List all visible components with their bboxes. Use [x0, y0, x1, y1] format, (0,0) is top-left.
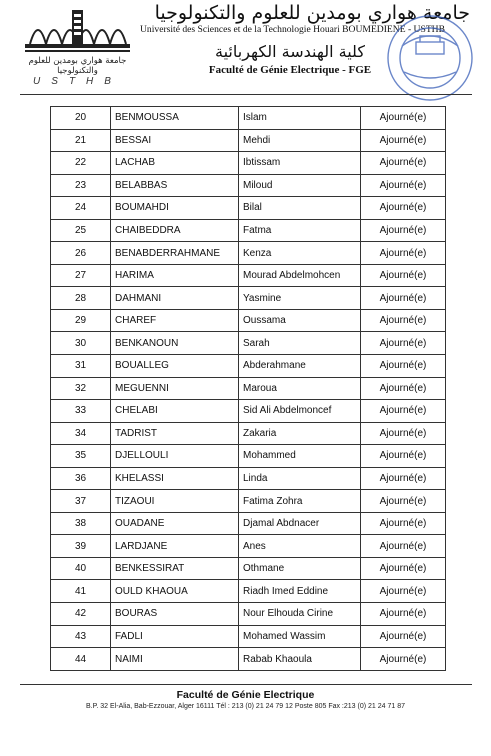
row-number-cell: 39	[51, 535, 111, 558]
first-name-cell: Sid Ali Abdelmoncef	[239, 400, 361, 423]
first-name-cell: Linda	[239, 467, 361, 490]
row-number-cell: 35	[51, 445, 111, 468]
row-number-cell: 44	[51, 648, 111, 671]
result-cell: Ajourné(e)	[361, 332, 446, 355]
result-cell: Ajourné(e)	[361, 355, 446, 378]
result-cell: Ajourné(e)	[361, 197, 446, 220]
first-name-cell: Miloud	[239, 174, 361, 197]
row-number-cell: 30	[51, 332, 111, 355]
table-row	[51, 355, 446, 378]
first-name-cell: Islam	[239, 107, 361, 130]
last-name-cell: BOUMAHDI	[111, 197, 239, 220]
row-number-cell: 24	[51, 197, 111, 220]
last-name-cell: OULD KHAOUA	[111, 580, 239, 603]
table-row	[51, 467, 446, 490]
row-number-cell: 25	[51, 219, 111, 242]
first-name-cell: Mohamed Wassim	[239, 625, 361, 648]
first-name-cell: Sarah	[239, 332, 361, 355]
last-name-cell: BESSAI	[111, 129, 239, 152]
row-number-cell: 38	[51, 512, 111, 535]
first-name-cell: Djamal Abdnacer	[239, 512, 361, 535]
last-name-cell: BOUALLEG	[111, 355, 239, 378]
university-name-arabic: جامعة هواري بومدين للعلوم والتكنولوجيا	[154, 2, 470, 24]
row-number-cell: 37	[51, 490, 111, 513]
table-row	[51, 490, 446, 513]
table-row	[51, 197, 446, 220]
document-header	[0, 0, 491, 100]
result-cell: Ajourné(e)	[361, 174, 446, 197]
last-name-cell: CHAREF	[111, 309, 239, 332]
table-row	[51, 648, 446, 671]
last-name-cell: LARDJANE	[111, 535, 239, 558]
result-cell: Ajourné(e)	[361, 377, 446, 400]
table-row	[51, 422, 446, 445]
last-name-cell: MEGUENNI	[111, 377, 239, 400]
last-name-cell: LACHAB	[111, 152, 239, 175]
footer-divider	[20, 684, 472, 685]
table-row	[51, 219, 446, 242]
result-cell: Ajourné(e)	[361, 580, 446, 603]
university-name-french: Université des Sciences et de la Technologie Houari BOUMEDIENE - USTHB	[140, 24, 446, 35]
last-name-cell: CHELABI	[111, 400, 239, 423]
result-cell: Ajourné(e)	[361, 309, 446, 332]
row-number-cell: 27	[51, 264, 111, 287]
last-name-cell: DAHMANI	[111, 287, 239, 310]
result-cell: Ajourné(e)	[361, 400, 446, 423]
last-name-cell: DJELLOULI	[111, 445, 239, 468]
footer-faculty-name: Faculté de Génie Electrique	[176, 689, 315, 701]
last-name-cell: KHELASSI	[111, 467, 239, 490]
row-number-cell: 22	[51, 152, 111, 175]
result-cell: Ajourné(e)	[361, 264, 446, 287]
last-name-cell: BENKESSIRAT	[111, 557, 239, 580]
result-cell: Ajourné(e)	[361, 512, 446, 535]
result-cell: Ajourné(e)	[361, 445, 446, 468]
table-row	[51, 242, 446, 265]
row-number-cell: 40	[51, 557, 111, 580]
table-row	[51, 557, 446, 580]
first-name-cell: Othmane	[239, 557, 361, 580]
table-row	[51, 625, 446, 648]
logo-acronym: USTHB	[33, 76, 122, 87]
table-row	[51, 107, 446, 130]
row-number-cell: 36	[51, 467, 111, 490]
last-name-cell: BENMOUSSA	[111, 107, 239, 130]
last-name-cell: CHAIBEDDRA	[111, 219, 239, 242]
table-row	[51, 580, 446, 603]
row-number-cell: 33	[51, 400, 111, 423]
result-cell: Ajourné(e)	[361, 557, 446, 580]
row-number-cell: 28	[51, 287, 111, 310]
first-name-cell: Yasmine	[239, 287, 361, 310]
first-name-cell: Anes	[239, 535, 361, 558]
table-row	[51, 512, 446, 535]
last-name-cell: BENABDERRAHMANE	[111, 242, 239, 265]
result-cell: Ajourné(e)	[361, 107, 446, 130]
result-cell: Ajourné(e)	[361, 535, 446, 558]
first-name-cell: Fatma	[239, 219, 361, 242]
result-cell: Ajourné(e)	[361, 467, 446, 490]
result-cell: Ajourné(e)	[361, 152, 446, 175]
result-cell: Ajourné(e)	[361, 625, 446, 648]
table-row	[51, 174, 446, 197]
row-number-cell: 32	[51, 377, 111, 400]
last-name-cell: BOURAS	[111, 603, 239, 626]
table-row	[51, 400, 446, 423]
first-name-cell: Rabab Khaoula	[239, 648, 361, 671]
results-table	[50, 106, 446, 671]
table-row	[51, 152, 446, 175]
result-cell: Ajourné(e)	[361, 242, 446, 265]
result-cell: Ajourné(e)	[361, 490, 446, 513]
first-name-cell: Nour Elhouda Cirine	[239, 603, 361, 626]
first-name-cell: Bilal	[239, 197, 361, 220]
last-name-cell: BENKANOUN	[111, 332, 239, 355]
table-row	[51, 535, 446, 558]
last-name-cell: TIZAOUI	[111, 490, 239, 513]
logo-arabic-text: جامعة هواري بومدين للعلوم والتكنولوجيا	[28, 56, 127, 76]
university-building-icon	[20, 6, 135, 56]
first-name-cell: Fatima Zohra	[239, 490, 361, 513]
last-name-cell: HARIMA	[111, 264, 239, 287]
table-row	[51, 264, 446, 287]
footer-address: B.P. 32 El-Alia, Bab-Ezzouar, Alger 16111 Tél : 213 (0) 21 24 79 12 Poste 805 Fax :213 (0) 21 24 71 87	[86, 703, 405, 710]
row-number-cell: 41	[51, 580, 111, 603]
table-row	[51, 445, 446, 468]
table-row	[51, 377, 446, 400]
first-name-cell: Mourad Abdelmohcen	[239, 264, 361, 287]
first-name-cell: Oussama	[239, 309, 361, 332]
table-row	[51, 129, 446, 152]
row-number-cell: 43	[51, 625, 111, 648]
result-cell: Ajourné(e)	[361, 422, 446, 445]
row-number-cell: 21	[51, 129, 111, 152]
row-number-cell: 29	[51, 309, 111, 332]
first-name-cell: Ibtissam	[239, 152, 361, 175]
table-row	[51, 603, 446, 626]
row-number-cell: 26	[51, 242, 111, 265]
table-row	[51, 309, 446, 332]
row-number-cell: 20	[51, 107, 111, 130]
table-row	[51, 287, 446, 310]
result-cell: Ajourné(e)	[361, 287, 446, 310]
first-name-cell: Mohammed	[239, 445, 361, 468]
table-row	[51, 332, 446, 355]
row-number-cell: 42	[51, 603, 111, 626]
last-name-cell: TADRIST	[111, 422, 239, 445]
first-name-cell: Kenza	[239, 242, 361, 265]
row-number-cell: 34	[51, 422, 111, 445]
first-name-cell: Riadh Imed Eddine	[239, 580, 361, 603]
first-name-cell: Maroua	[239, 377, 361, 400]
row-number-cell: 31	[51, 355, 111, 378]
result-cell: Ajourné(e)	[361, 648, 446, 671]
row-number-cell: 23	[51, 174, 111, 197]
first-name-cell: Mehdi	[239, 129, 361, 152]
last-name-cell: OUADANE	[111, 512, 239, 535]
result-cell: Ajourné(e)	[361, 219, 446, 242]
last-name-cell: BELABBAS	[111, 174, 239, 197]
faculty-name-french: Faculté de Génie Electrique - FGE	[208, 64, 372, 76]
result-cell: Ajourné(e)	[361, 603, 446, 626]
last-name-cell: FADLI	[111, 625, 239, 648]
first-name-cell: Abderahmane	[239, 355, 361, 378]
result-cell: Ajourné(e)	[361, 129, 446, 152]
last-name-cell: NAIMI	[111, 648, 239, 671]
usthb-logo	[20, 6, 135, 92]
first-name-cell: Zakaria	[239, 422, 361, 445]
faculty-name-arabic: كلية الهندسة الكهربائية	[215, 42, 365, 61]
header-divider	[20, 94, 472, 95]
